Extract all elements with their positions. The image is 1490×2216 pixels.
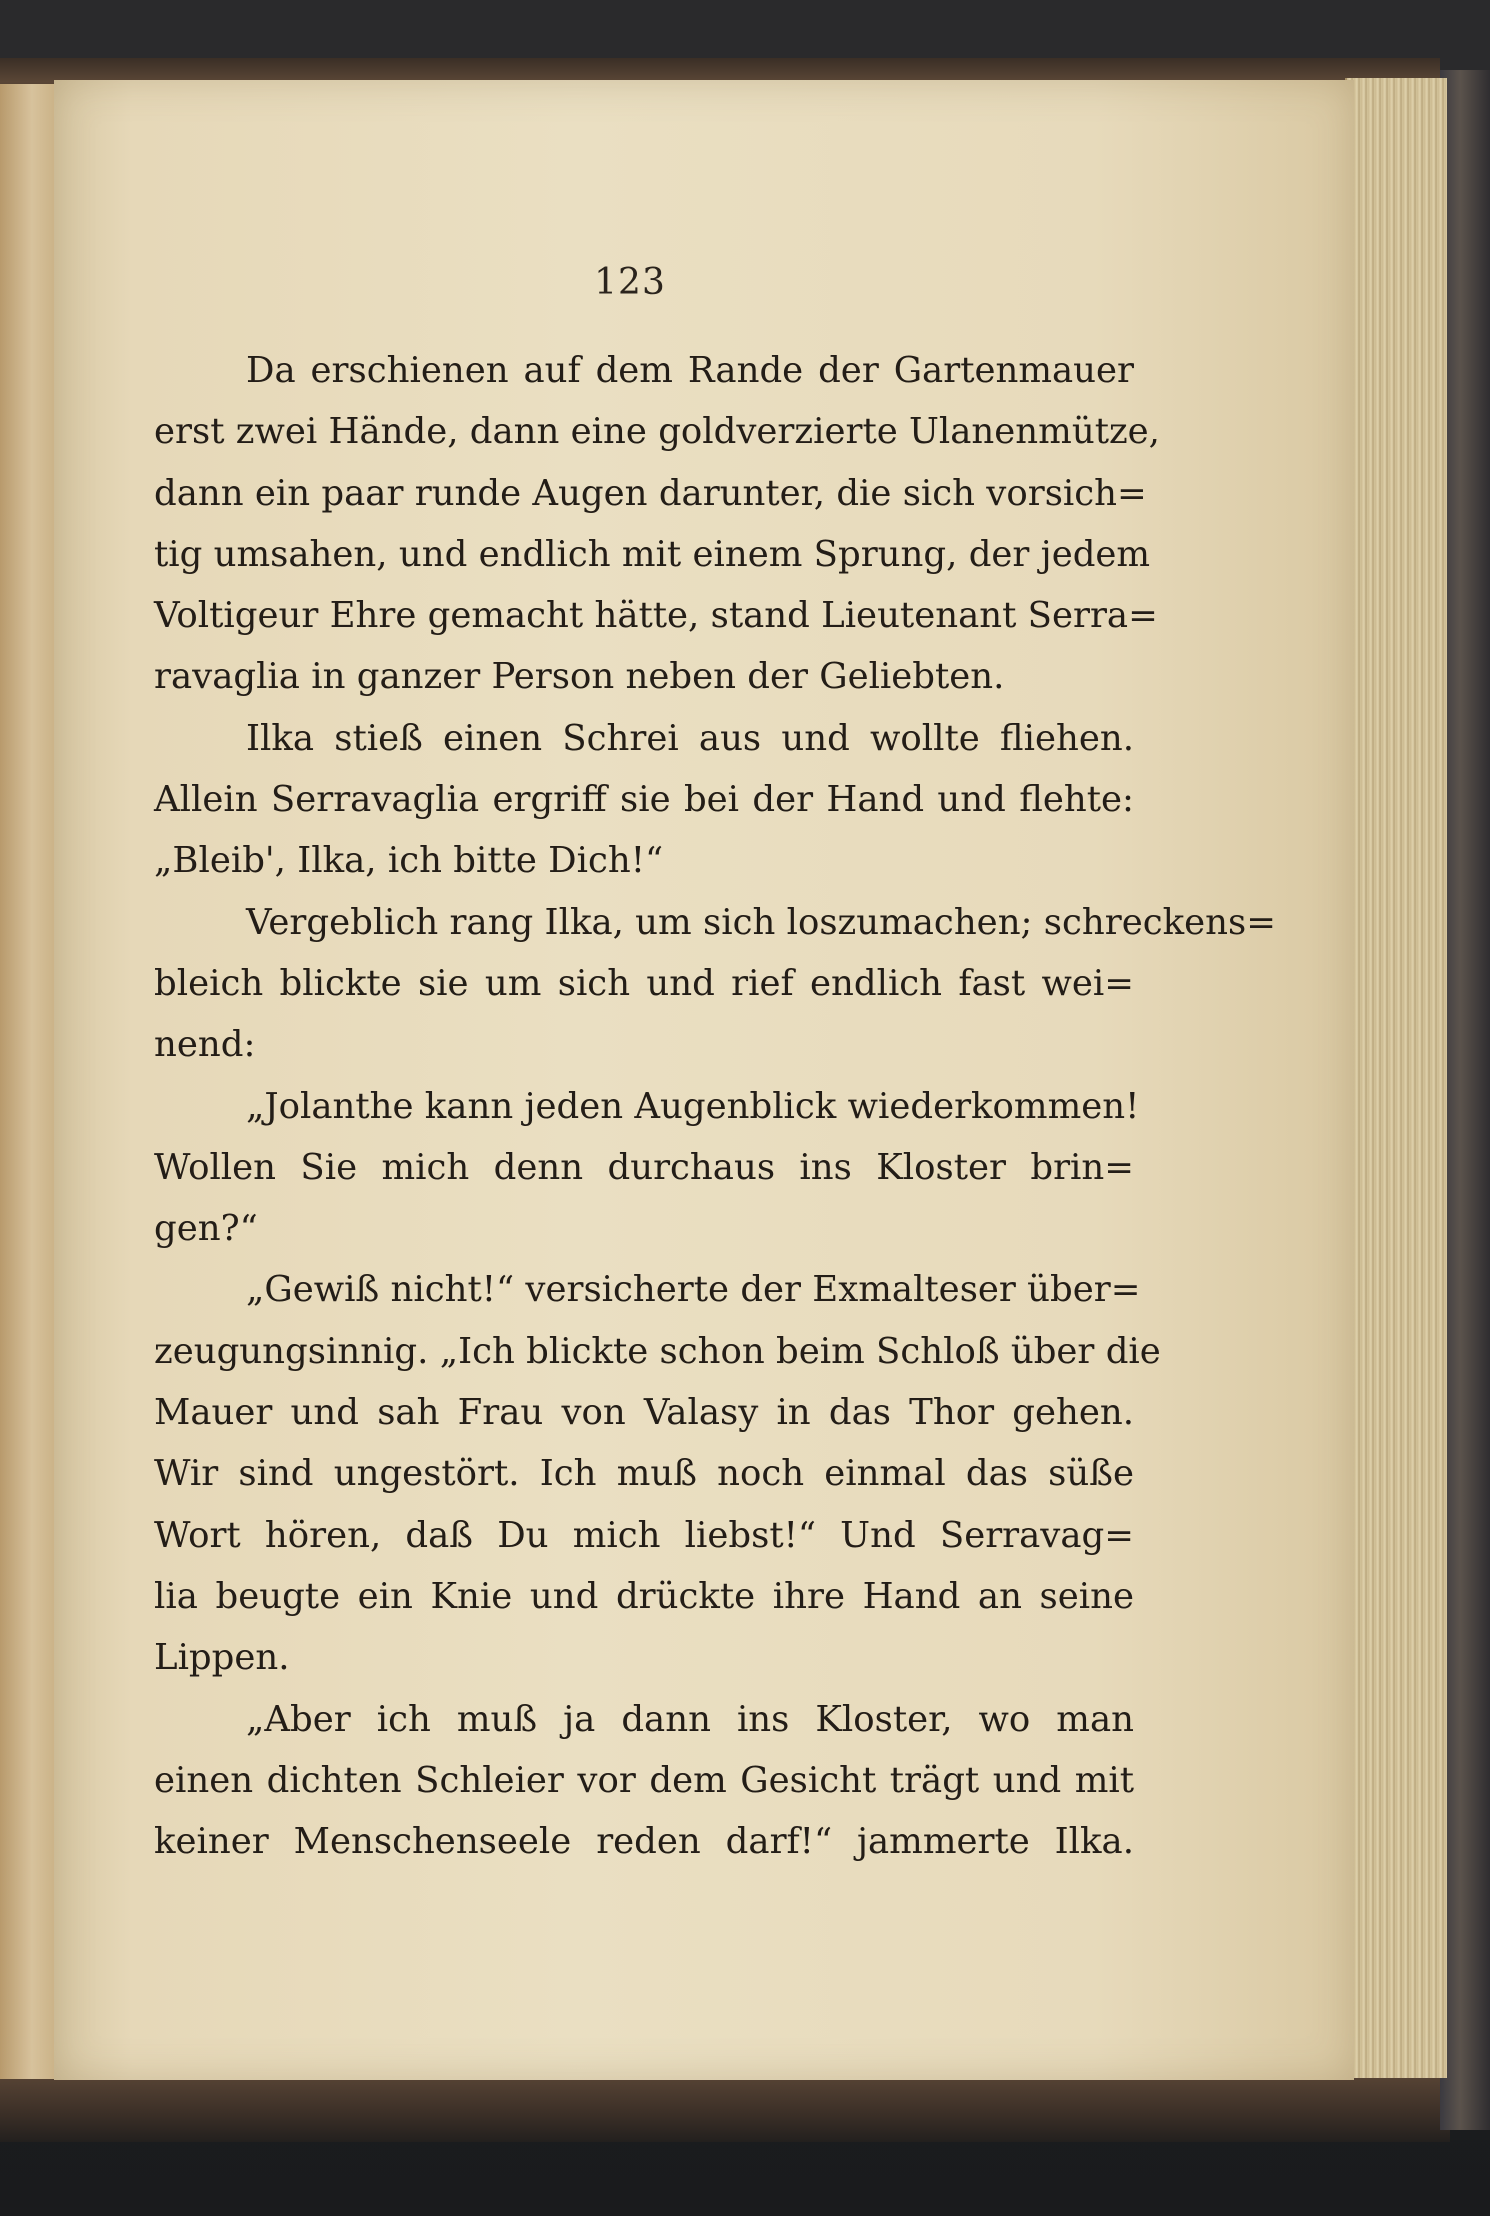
text-line: lia beugte ein Knie und drückte ihre Hand an seine (154, 1575, 1134, 1617)
book-cover-bottom-edge (0, 2072, 1450, 2142)
text-line: Wort hören, daß Du mich liebst!“ Und Serravag= (154, 1514, 1134, 1556)
page-stack-edge (1345, 78, 1447, 2078)
text-line: nend: (154, 1024, 256, 1066)
text-line: dann ein paar runde Augen darunter, die sich vorsich= (154, 472, 1147, 514)
text-line: gen?“ (154, 1208, 258, 1250)
text-line: „Jolanthe kann jeden Augenblick wiederkommen! (246, 1085, 1140, 1127)
text-line: Ilka stieß einen Schrei aus und wollte fliehen. (246, 717, 1134, 759)
text-line: ravaglia in ganzer Person neben der Geliebten. (154, 656, 1005, 698)
text-line: einen dichten Schleier vor dem Gesicht trägt und mit (154, 1759, 1134, 1801)
text-line: erst zwei Hände, dann eine goldverzierte Ulanenmütze, (154, 411, 1160, 453)
text-line: tig umsahen, und endlich mit einem Sprung, der jedem (154, 533, 1151, 575)
text-line: keiner Menschenseele reden darf!“ jammerte Ilka. (154, 1821, 1134, 1863)
text-line: Vergeblich rang Ilka, um sich loszumachen; schreckens= (246, 901, 1276, 943)
text-line: Lippen. (154, 1637, 290, 1679)
text-line: „Aber ich muß ja dann ins Kloster, wo man (246, 1698, 1134, 1740)
text-line: „Gewiß nicht!“ versicherte der Exmalteser über= (246, 1269, 1141, 1311)
text-line: zeugungsinnig. „Ich blickte schon beim Schloß über die (154, 1330, 1161, 1372)
text-line: Voltigeur Ehre gemacht hätte, stand Lieutenant Serra= (154, 595, 1158, 637)
text-line: „Bleib', Ilka, ich bitte Dich!“ (154, 840, 664, 882)
text-line: Da erschienen auf dem Rande der Gartenmauer (246, 350, 1134, 391)
text-line: bleich blickte sie um sich und rief endlich fast wei= (154, 962, 1134, 1004)
text-line: Mauer und sah Frau von Valasy in das Thor gehen. (154, 1392, 1134, 1434)
page-number: 123 (594, 262, 666, 303)
book-right-cover (1440, 70, 1490, 2130)
text-line: Wollen Sie mich denn durchaus ins Kloster brin= (154, 1146, 1134, 1188)
text-line: Wir sind ungestört. Ich muß noch einmal das süße (154, 1453, 1134, 1495)
text-line: Allein Serravaglia ergriff sie bei der Hand und flehte: (154, 779, 1134, 821)
left-page-edge (0, 84, 60, 2079)
page-text-block (154, 340, 1276, 1872)
